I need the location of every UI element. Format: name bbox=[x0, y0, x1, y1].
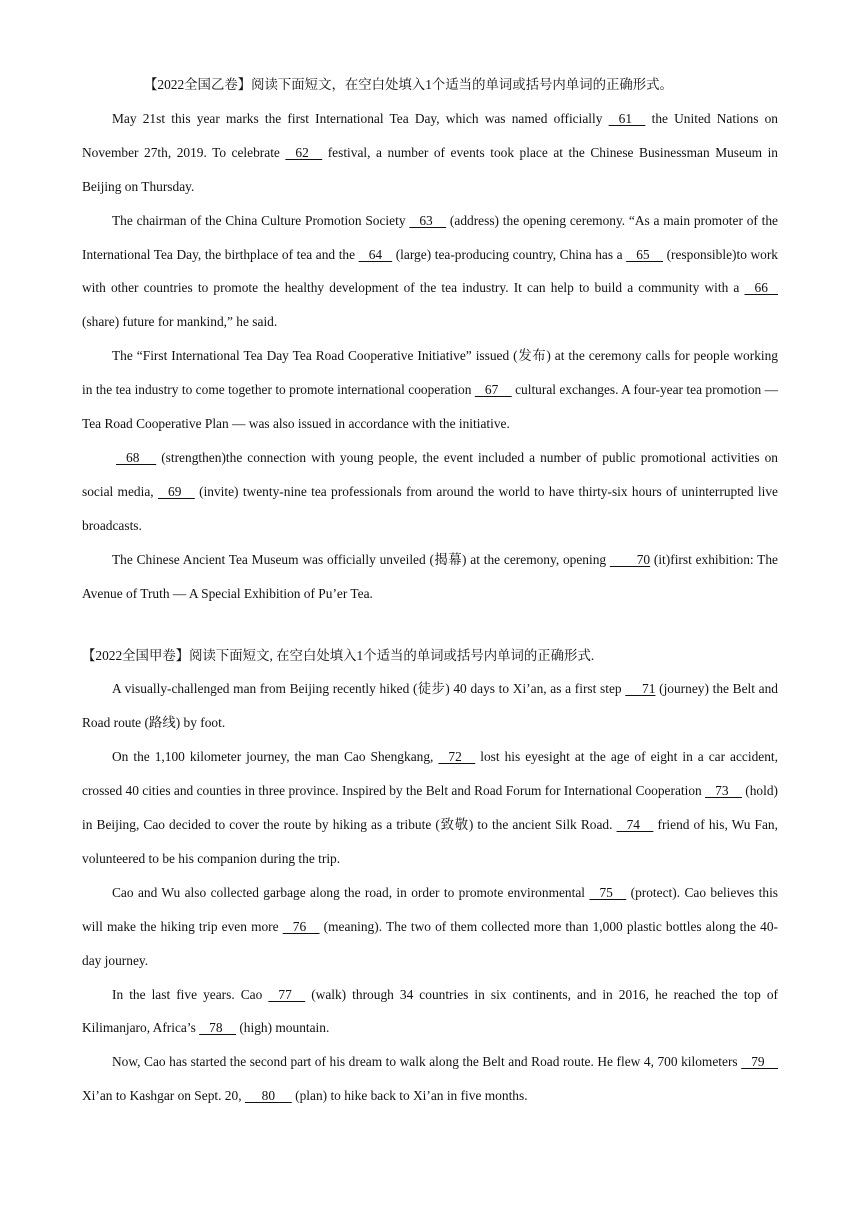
answer-blank: 61 bbox=[608, 110, 646, 126]
paragraph-text: On the 1,100 kilometer journey, the man Cao Shengkang, bbox=[112, 749, 439, 765]
paragraph-text: (share) future for mankind,” he said. bbox=[82, 314, 278, 330]
paragraph bbox=[82, 672, 778, 740]
answer-blank: 72 bbox=[438, 749, 476, 765]
answer-blank: 73 bbox=[705, 783, 742, 799]
answer-blank: 79 bbox=[741, 1054, 778, 1070]
paragraph-text: lost his eyesight at the age of eight in a car accident, crossed 40 cities and counties in three province. Inspired by the Belt and Road Forum for International Cooperation bbox=[82, 749, 779, 799]
paragraph-text: The chairman of the China Culture Promotion Society bbox=[112, 212, 410, 228]
paragraph-text: (strengthen)the connection with young people, the event included a number of public promotional activities on social media, bbox=[82, 449, 778, 499]
paragraph-text: (plan) to hike back to Xi’an in five months. bbox=[291, 1088, 528, 1104]
answer-blank: 70 bbox=[609, 551, 651, 567]
answer-blank: 80 bbox=[244, 1088, 292, 1104]
answer-blank: 77 bbox=[268, 986, 306, 1002]
section-gap bbox=[82, 611, 778, 639]
answer-blank: 68 bbox=[116, 449, 157, 465]
document-page bbox=[82, 68, 778, 1113]
answer-blank: 75 bbox=[589, 884, 627, 900]
paragraph-text: (meaning). The two of them collected more than 1,000 plastic bottles along the 40-day journey. bbox=[82, 918, 778, 968]
paragraph-text: (high) mountain. bbox=[235, 1020, 330, 1036]
paragraph bbox=[82, 543, 778, 611]
section1-body bbox=[82, 102, 778, 611]
section1-title: 【2022全国乙卷】阅读下面短文，在空白处填入1个适当的单词或括号内单词的正确形式。 bbox=[144, 77, 673, 92]
paragraph-text: (invite) twenty-nine tea professionals from around the world to have thirty-six hours of uninterrupted live broadcasts. bbox=[82, 483, 778, 533]
paragraph-text: A visually-challenged man from Beijing recently hiked (徒步) 40 days to Xi’an, as a first step bbox=[112, 681, 626, 697]
answer-blank: 67 bbox=[474, 382, 512, 398]
paragraph-text: cultural exchanges. A four-year tea promotion —Tea Road Cooperative Plan — was also issued in accordance with the initiative. bbox=[82, 382, 779, 432]
paragraph-text: (responsible)to work with other countries to promote the healthy development of the tea industry. It can help to build a community with a bbox=[82, 246, 778, 296]
answer-blank: 62 bbox=[285, 144, 323, 160]
paragraph-text: (hold) in Beijing, Cao decided to cover the route by hiking as a tribute (致敬) to the ancient Silk Road. bbox=[82, 783, 779, 833]
paragraph-text: May 21st this year marks the first International Tea Day, which was named officially bbox=[112, 110, 609, 126]
paragraph bbox=[82, 441, 778, 543]
paragraph-text: (address) the opening ceremony. “As a main promoter of the International Tea Day, the birthplace of tea and the bbox=[82, 212, 778, 262]
paragraph bbox=[82, 876, 778, 978]
paragraph-text: Now, Cao has started the second part of his dream to walk along the Belt and Road route. He flew 4, 700 kilometers bbox=[112, 1054, 742, 1070]
answer-blank: 76 bbox=[282, 918, 320, 934]
answer-blank: 74 bbox=[616, 817, 654, 833]
answer-blank: 71 bbox=[625, 681, 656, 697]
paragraph-text: Cao and Wu also collected garbage along the road, in order to promote environmental bbox=[112, 884, 590, 900]
paragraph bbox=[82, 1045, 778, 1113]
paragraph bbox=[82, 204, 778, 340]
paragraph bbox=[82, 978, 778, 1046]
paragraph-text: (protect). Cao believes this will make the hiking trip even more bbox=[82, 884, 779, 934]
paragraph-text: friend of his, Wu Fan, volunteered to be his companion during the trip. bbox=[82, 817, 778, 866]
paragraph-text: festival, a number of events took place at the Chinese Businessman Museum in Beijing on Thursday. bbox=[82, 144, 778, 194]
paragraph bbox=[82, 740, 778, 876]
answer-blank: 64 bbox=[358, 246, 393, 262]
paragraph-text: the United Nations on November 27th, 2019. To celebrate bbox=[82, 110, 778, 160]
paragraph-text: In the last five years. Cao bbox=[112, 986, 269, 1002]
paragraph-text: (journey) the Belt and Road route (路线) by foot. bbox=[82, 681, 778, 731]
paragraph-text: Xi’an to Kashgar on Sept. 20, bbox=[82, 1088, 245, 1104]
answer-blank: 63 bbox=[409, 212, 447, 228]
paragraph-text: (walk) through 34 countries in six continents, and in 2016, he reached the top of Kilimanjaro, Africa’s bbox=[82, 986, 778, 1036]
section2-body bbox=[82, 672, 778, 1113]
paragraph bbox=[82, 102, 778, 204]
paragraph bbox=[82, 339, 778, 441]
answer-blank: 69 bbox=[157, 483, 195, 499]
paragraph-text: (large) tea-producing country, China has a bbox=[392, 246, 627, 262]
paragraph-text: The “First International Tea Day Tea Road Cooperative Initiative” issued (发布) at the ceremony calls for people working in the tea industry to come together to promote international cooperation bbox=[82, 348, 778, 398]
answer-blank: 66 bbox=[744, 280, 778, 296]
paragraph-text: The Chinese Ancient Tea Museum was officially unveiled (揭幕) at the ceremony, opening bbox=[112, 551, 610, 567]
section2-title: 【2022全国甲卷】阅读下面短文, 在空白处填入1个适当的单词或括号内单词的正确形式. bbox=[82, 647, 595, 663]
paragraph-text: (it)first exhibition: The Avenue of Truth — A Special Exhibition of Pu’er Tea. bbox=[82, 551, 778, 601]
answer-blank: 65 bbox=[626, 246, 663, 262]
answer-blank: 78 bbox=[199, 1020, 236, 1036]
